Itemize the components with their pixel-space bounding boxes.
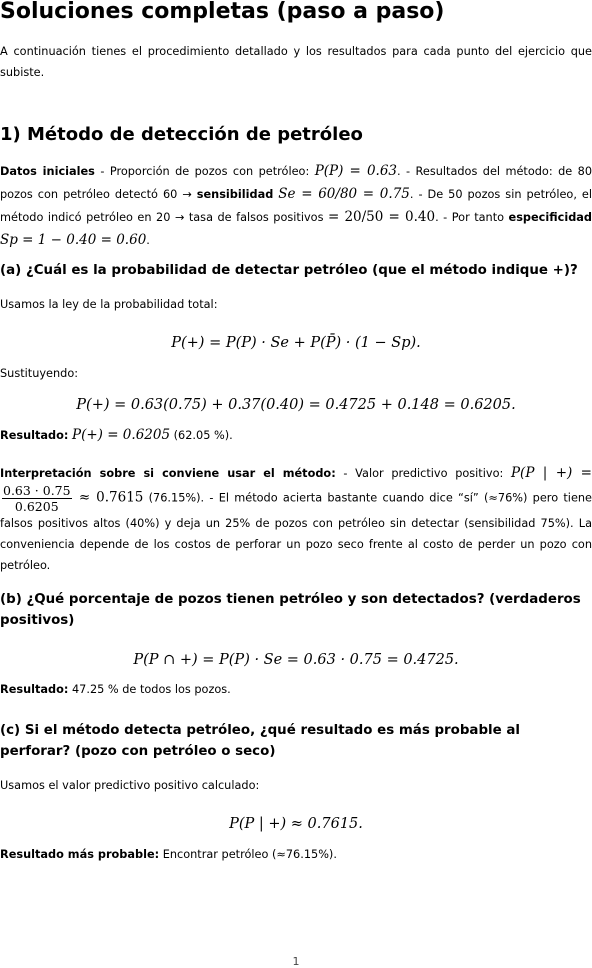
question-b-heading: (b) ¿Qué porcentaje de pozos tienen petróleo y son detectados? (verdaderos positivos) bbox=[0, 592, 581, 628]
page-title: Soluciones completas (paso a paso) bbox=[0, 0, 445, 24]
qc-result bbox=[0, 845, 592, 866]
qa-paragraph-1: Usamos la ley de la probabilidad total: bbox=[0, 298, 218, 311]
qb-result-label: Resultado: bbox=[0, 683, 69, 696]
datos-text-2: . - Resultados del método: de 80 pozos con petróleo detectó 60 → bbox=[0, 165, 592, 201]
qa-result-label: Resultado: bbox=[0, 429, 69, 442]
fraction-numerator: 0.63 · 0.75 bbox=[3, 483, 71, 498]
datos-text-4: . - Por tanto bbox=[435, 211, 509, 224]
qc-equation: P(P | +) ≈ 0.7615. bbox=[229, 816, 363, 832]
datos-iniciales-paragraph bbox=[0, 160, 592, 252]
qa-result-text: (62.05 %). bbox=[170, 429, 233, 442]
fraction-denominator: 0.6205 bbox=[14, 499, 59, 514]
datos-text-5: . bbox=[146, 234, 150, 247]
question-c-heading: (c) Si el método detecta petróleo, ¿qué resultado es más probable al perforar? (pozo con petróleo o seco) bbox=[0, 723, 521, 759]
qa-result bbox=[0, 425, 592, 447]
ppv-fraction bbox=[2, 484, 72, 513]
qc-result-text: Encontrar petróleo (≈76.15%). bbox=[159, 848, 337, 861]
interp-text-2: (76.15%). - El método acierta bastante cuando dice “sí” (≈76%) pero tiene falsos positivos altos (40%) y deja un 25% de pozos con petróleo sin detectar (sensibilidad 75%). La conveniencia depende de los costos de perforar un pozo seco frente al costo de perder un pozo con petróleo. bbox=[0, 491, 592, 572]
sp-math: Sp = 1 − 0.40 = 0.60 bbox=[0, 232, 147, 248]
qa-result-math: P(+) = 0.6205 bbox=[71, 427, 171, 443]
qc-paragraph-1: Usamos el valor predictivo positivo calculado: bbox=[0, 779, 260, 792]
sens-label: sensibilidad bbox=[196, 188, 274, 201]
question-a-heading: (a) ¿Cuál es la probabilidad de detectar petróleo (que el método indique +)? bbox=[0, 263, 578, 278]
qb-equation: P(P ∩ +) = P(P) · Se = 0.63 · 0.75 = 0.4725. bbox=[133, 652, 459, 668]
pp-math: P(P) = 0.63 bbox=[314, 163, 398, 179]
datos-label: Datos iniciales bbox=[0, 165, 95, 178]
section-heading-1: 1) Método de detección de petróleo bbox=[0, 124, 363, 145]
esp-label: especificidad bbox=[508, 211, 592, 224]
qa-interpretation bbox=[0, 463, 592, 576]
ppv-approx: ≈ 0.7615 bbox=[78, 489, 144, 506]
qa-equation-1: P(+) = P(P) · Se + P(P̄) · (1 − Sp). bbox=[171, 335, 421, 351]
datos-text-1: - Proporción de pozos con petróleo: bbox=[94, 165, 315, 178]
qa-paragraph-2: Sustituyendo: bbox=[0, 367, 79, 380]
interp-text-1: - Valor predictivo positivo: bbox=[335, 467, 511, 480]
qb-result bbox=[0, 680, 592, 701]
se-math: Se = 60/80 = 0.75 bbox=[278, 186, 410, 202]
page-number: 1 bbox=[292, 955, 300, 968]
qc-result-label: Resultado más probable: bbox=[0, 848, 160, 861]
qb-result-text: 47.25 % de todos los pozos. bbox=[68, 683, 231, 696]
intro-paragraph: A continuación tienes el procedimiento detallado y los resultados para cada punto del ejercicio que subiste. bbox=[0, 45, 592, 79]
interp-label: Interpretación sobre si conviene usar el método: bbox=[0, 467, 336, 480]
fp-math: = 20/50 = 0.40 bbox=[327, 209, 436, 225]
qa-equation-2: P(+) = 0.63(0.75) + 0.37(0.40) = 0.4725 + 0.148 = 0.6205. bbox=[76, 397, 516, 413]
datos-text-3: . - De 50 pozos sin petróleo, el método indicó petróleo en 20 → tasa de falsos positivos bbox=[0, 188, 592, 224]
ppv-math: P(P | +) = bbox=[510, 465, 592, 481]
